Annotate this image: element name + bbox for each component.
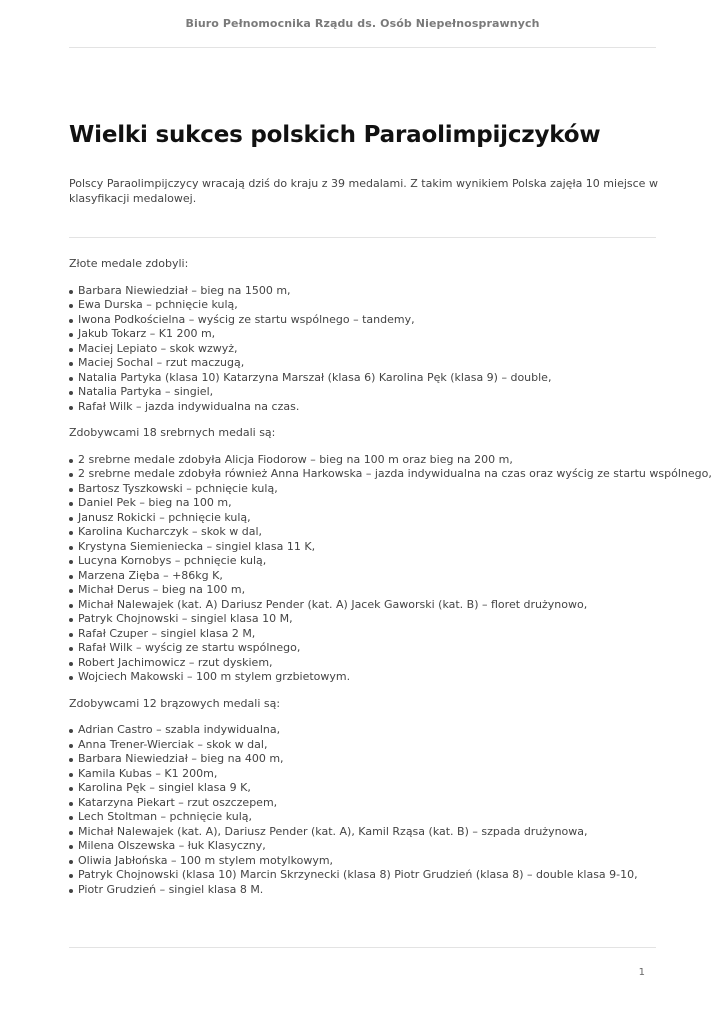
silver-medal-item: 2 srebrne medale zdobyła również Anna Harkowska – jazda indywidualna na czas oraz wyścig ze startu wspólnego,: [69, 467, 669, 482]
gold-medal-item: Rafał Wilk – jazda indywidualna na czas.: [69, 400, 669, 415]
silver-medal-item: Daniel Pek – bieg na 100 m,: [69, 496, 669, 511]
header-divider: [69, 47, 656, 48]
gold-medal-item: Jakub Tokarz – K1 200 m,: [69, 327, 669, 342]
silver-medal-item: 2 srebrne medale zdobyła Alicja Fiodorow – bieg na 100 m oraz bieg na 200 m,: [69, 453, 669, 468]
bronze-medal-item: Piotr Grudzień – singiel klasa 8 M.: [69, 883, 669, 898]
silver-medal-item: Patryk Chojnowski – singiel klasa 10 M,: [69, 612, 669, 627]
gold-medal-item: Barbara Niewiedział – bieg na 1500 m,: [69, 284, 669, 299]
page-number: 1: [638, 967, 645, 978]
bronze-medal-item: Patryk Chojnowski (klasa 10) Marcin Skrzynecki (klasa 8) Piotr Grudzień (klasa 8) – double klasa 9-10,: [69, 868, 669, 883]
gold-medals-heading: Złote medale zdobyli:: [69, 257, 189, 270]
gold-medal-item: Natalia Partyka (klasa 10) Katarzyna Marszał (klasa 6) Karolina Pęk (klasa 9) – double,: [69, 371, 669, 386]
gold-medal-item: Maciej Lepiato – skok wzwyż,: [69, 342, 669, 357]
article-body: [69, 256, 712, 897]
lead-divider: [69, 237, 656, 238]
silver-medal-item: Janusz Rokicki – pchnięcie kulą,: [69, 511, 669, 526]
footer-divider: [69, 947, 656, 948]
silver-medal-item: Karolina Kucharczyk – skok w dal,: [69, 525, 669, 540]
bronze-medal-item: Adrian Castro – szabla indywidualna,: [69, 723, 669, 738]
bronze-medal-item: Anna Trener-Wierciak – skok w dal,: [69, 738, 669, 753]
gold-medal-item: Maciej Sochal – rzut maczugą,: [69, 356, 669, 371]
bronze-medal-item: Oliwia Jabłońska – 100 m stylem motylkowym,: [69, 854, 669, 869]
silver-medal-item: Lucyna Kornobys – pchnięcie kulą,: [69, 554, 669, 569]
silver-medal-item: Marzena Zięba – +86kg K,: [69, 569, 669, 584]
bronze-medals-list: [69, 723, 669, 897]
article-title: Wielki sukces polskich Paraolimpijczyków: [69, 122, 601, 148]
bronze-medal-item: Karolina Pęk – singiel klasa 9 K,: [69, 781, 669, 796]
bronze-medal-item: Lech Stoltman – pchnięcie kulą,: [69, 810, 669, 825]
bronze-medal-item: Michał Nalewajek (kat. A), Dariusz Pender (kat. A), Kamil Rząsa (kat. B) – szpada drużynowa,: [69, 825, 669, 840]
silver-medal-item: Robert Jachimowicz – rzut dyskiem,: [69, 656, 669, 671]
bronze-medal-item: Milena Olszewska – łuk Klasyczny,: [69, 839, 669, 854]
gold-medals-list: [69, 284, 669, 415]
silver-medals-list: [69, 452, 712, 685]
page-header-organization: Biuro Pełnomocnika Rządu ds. Osób Niepełnosprawnych: [185, 17, 540, 30]
bronze-medal-item: Katarzyna Piekart – rzut oszczepem,: [69, 796, 669, 811]
silver-medal-item: Rafał Wilk – wyścig ze startu wspólnego,: [69, 641, 669, 656]
silver-medal-item: Bartosz Tyszkowski – pchnięcie kulą,: [69, 482, 669, 497]
bronze-medal-item: Kamila Kubas – K1 200m,: [69, 767, 669, 782]
silver-medals-heading: Zdobywcami 18 srebrnych medali są:: [69, 426, 276, 439]
gold-medal-item: Ewa Durska – pchnięcie kulą,: [69, 298, 669, 313]
gold-medal-item: Iwona Podkościelna – wyścig ze startu wspólnego – tandemy,: [69, 313, 669, 328]
silver-medal-item: Rafał Czuper – singiel klasa 2 M,: [69, 627, 669, 642]
bronze-medals-heading: Zdobywcami 12 brązowych medali są:: [69, 696, 281, 710]
article-lead: Polscy Paraolimpijczycy wracają dziś do kraju z 39 medalami. Z takim wynikiem Polska zajęła 10 miejsce w klasyfikacji medalowej.: [69, 177, 658, 205]
bronze-medal-item: Barbara Niewiedział – bieg na 400 m,: [69, 752, 669, 767]
silver-medal-item: Michał Derus – bieg na 100 m,: [69, 583, 669, 598]
gold-medal-item: Natalia Partyka – singiel,: [69, 385, 669, 400]
silver-medal-item: Michał Nalewajek (kat. A) Dariusz Pender (kat. A) Jacek Gaworski (kat. B) – floret drużynowo,: [69, 598, 669, 613]
silver-medal-item: Krystyna Siemieniecka – singiel klasa 11 K,: [69, 540, 669, 555]
silver-medal-item: Wojciech Makowski – 100 m stylem grzbietowym.: [69, 670, 669, 685]
